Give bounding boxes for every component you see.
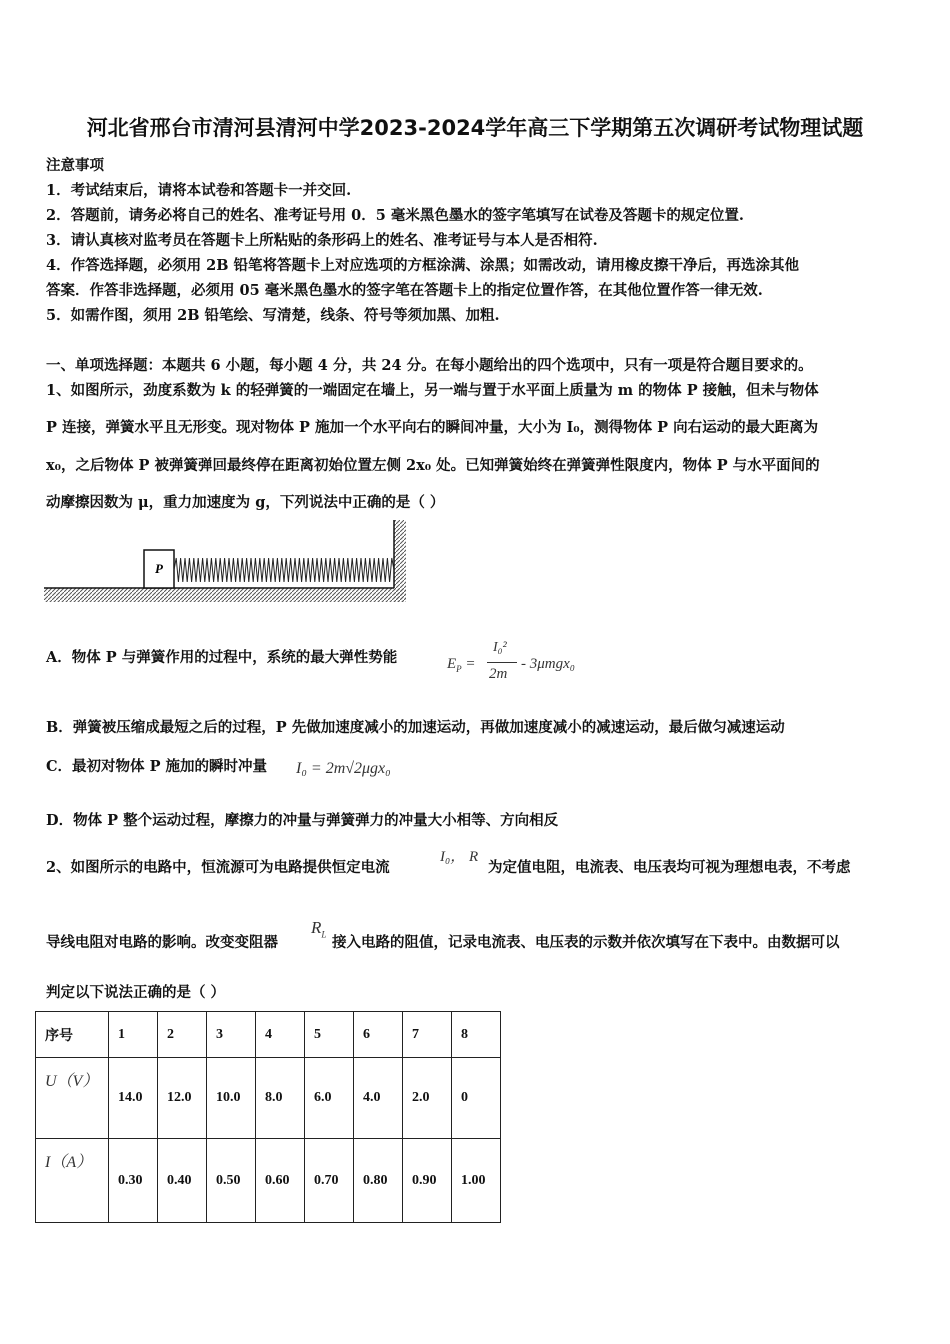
table-header-cell: 1 xyxy=(109,1012,158,1058)
formula-tail: - 3μmgx₀ xyxy=(521,656,575,672)
table-cell: 10.0 xyxy=(207,1058,256,1139)
table-cell: 0 xyxy=(452,1058,501,1139)
data-table xyxy=(35,1011,501,1223)
table-header-cell: 8 xyxy=(452,1012,501,1058)
question-1-text: 动摩擦因数为 μ，重力加速度为 g，下列说法中正确的是（ ） xyxy=(46,494,445,511)
notice-heading: 注意事项 xyxy=(46,157,104,174)
option-c xyxy=(46,755,267,776)
table-header-cell: 7 xyxy=(403,1012,452,1058)
option-a-text: A．物体 P 与弹簧作用的过程中，系统的最大弹性势能 xyxy=(46,649,398,666)
q2-symbol-rl: $R_L$ xyxy=(311,918,327,940)
question-1-text: P 连接，弹簧水平且无形变。现对物体 P 施加一个水平向右的瞬间冲量，大小为 I₀，测得物体 P 向右运动的最大距离为 xyxy=(46,419,819,436)
block-p-label: P xyxy=(155,561,163,576)
table-cell: 0.90 xyxy=(403,1139,452,1223)
formula-fraction-bar xyxy=(487,662,517,663)
option-b: B．弹簧被压缩成最短之后的过程，P 先做加速度减小的加速运动，再做加速度减小的减速运动，最后做匀减速运动 xyxy=(46,719,785,736)
q2-symbol-i0-r: I₀， R xyxy=(440,849,479,865)
table-row-label: I（A） xyxy=(36,1139,109,1223)
table-cell: 0.30 xyxy=(109,1139,158,1223)
option-a xyxy=(46,646,397,667)
table-row-u xyxy=(36,1058,501,1139)
notice-item: 1．考试结束后，请将本试卷和答题卡一并交回. xyxy=(46,182,352,199)
table-cell: 0.60 xyxy=(256,1139,305,1223)
section-heading: 一、单项选择题：本题共 6 小题，每小题 4 分，共 24 分。在每小题给出的四个选项中，只有一项是符合题目要求的。 xyxy=(46,357,813,374)
table-cell: 8.0 xyxy=(256,1058,305,1139)
question-2-line-1b: 为定值电阻，电流表、电压表均可视为理想电表，不考虑 xyxy=(488,859,851,876)
question-2-line-2b: 接入电路的阻值，记录电流表、电压表的示数并依次填写在下表中。由数据可以 xyxy=(332,934,840,951)
table-cell: 0.70 xyxy=(305,1139,354,1223)
spring xyxy=(174,558,394,582)
question-2-line-3: 判定以下说法正确的是（ ） xyxy=(46,984,226,1001)
notice-item: 4．作答选择题，必须用 2B 铅笔将答题卡上对应选项的方框涂满、涂黑；如需改动，请用橡皮擦干净后，再选涂其他 xyxy=(46,257,800,274)
table-cell: 0.80 xyxy=(354,1139,403,1223)
table-cell: 2.0 xyxy=(403,1058,452,1139)
table-cell: 14.0 xyxy=(109,1058,158,1139)
table-row-label: U（V） xyxy=(36,1058,109,1139)
question-1-text: 1、如图所示，劲度系数为 k 的轻弹簧的一端固定在墙上，另一端与置于水平面上质量为 m 的物体 P 接触，但未与物体 xyxy=(46,382,819,399)
table-header-cell: 4 xyxy=(256,1012,305,1058)
table-cell: 0.50 xyxy=(207,1139,256,1223)
question-2-line-2: 导线电阻对电路的影响。改变变阻器 xyxy=(46,934,278,951)
table-header-cell: 序号 xyxy=(36,1012,109,1058)
table-cell: 12.0 xyxy=(158,1058,207,1139)
formula-denominator: 2m xyxy=(489,666,508,682)
option-c-formula: I₀ = 2m√2μgx₀ xyxy=(296,760,391,777)
notice-item: 答案．作答非选择题，必须用 05 毫米黑色墨水的签字笔在答题卡上的指定位置作答，在其他位置作答一律无效. xyxy=(46,282,763,299)
table-header-cell: 5 xyxy=(305,1012,354,1058)
formula-ep: $E_P$ = xyxy=(447,656,476,674)
wall-hatch xyxy=(394,520,406,602)
formula-numerator: I₀² xyxy=(493,640,507,655)
table-header-cell: 3 xyxy=(207,1012,256,1058)
table-cell: 6.0 xyxy=(305,1058,354,1139)
option-c-text: C．最初对物体 P 施加的瞬时冲量 xyxy=(46,758,268,775)
table-header-cell: 6 xyxy=(354,1012,403,1058)
table-cell: 0.40 xyxy=(158,1139,207,1223)
table-cell: 4.0 xyxy=(354,1058,403,1139)
table-row-i xyxy=(36,1139,501,1223)
option-d: D．物体 P 整个运动过程，摩擦力的冲量与弹簧弹力的冲量大小相等、方向相反 xyxy=(46,812,559,829)
spring-figure xyxy=(44,520,410,606)
question-1-text: x₀，之后物体 P 被弹簧弹回最终停在距离初始位置左侧 2x₀ 处。已知弹簧始终在弹簧弹性限度内，物体 P 与水平面间的 xyxy=(46,457,820,474)
page-title: 河北省邢台市清河县清河中学2023-2024学年高三下学期第五次调研考试物理试题 xyxy=(86,116,864,140)
table-header-cell: 2 xyxy=(158,1012,207,1058)
question-2-line-1: 2、如图所示的电路中，恒流源可为电路提供恒定电流 xyxy=(46,859,390,876)
table-header-row xyxy=(36,1012,501,1058)
table-cell: 1.00 xyxy=(452,1139,501,1223)
notice-item: 5．如需作图，须用 2B 铅笔绘、写清楚，线条、符号等须加黑、加粗. xyxy=(46,307,500,324)
floor-hatch xyxy=(44,588,406,602)
notice-item: 3．请认真核对监考员在答题卡上所粘贴的条形码上的姓名、准考证号与本人是否相符. xyxy=(46,232,598,249)
notice-item: 2．答题前，请务必将自己的姓名、准考证号用 0．5 毫米黑色墨水的签字笔填写在试卷及答题卡的规定位置. xyxy=(46,207,744,224)
